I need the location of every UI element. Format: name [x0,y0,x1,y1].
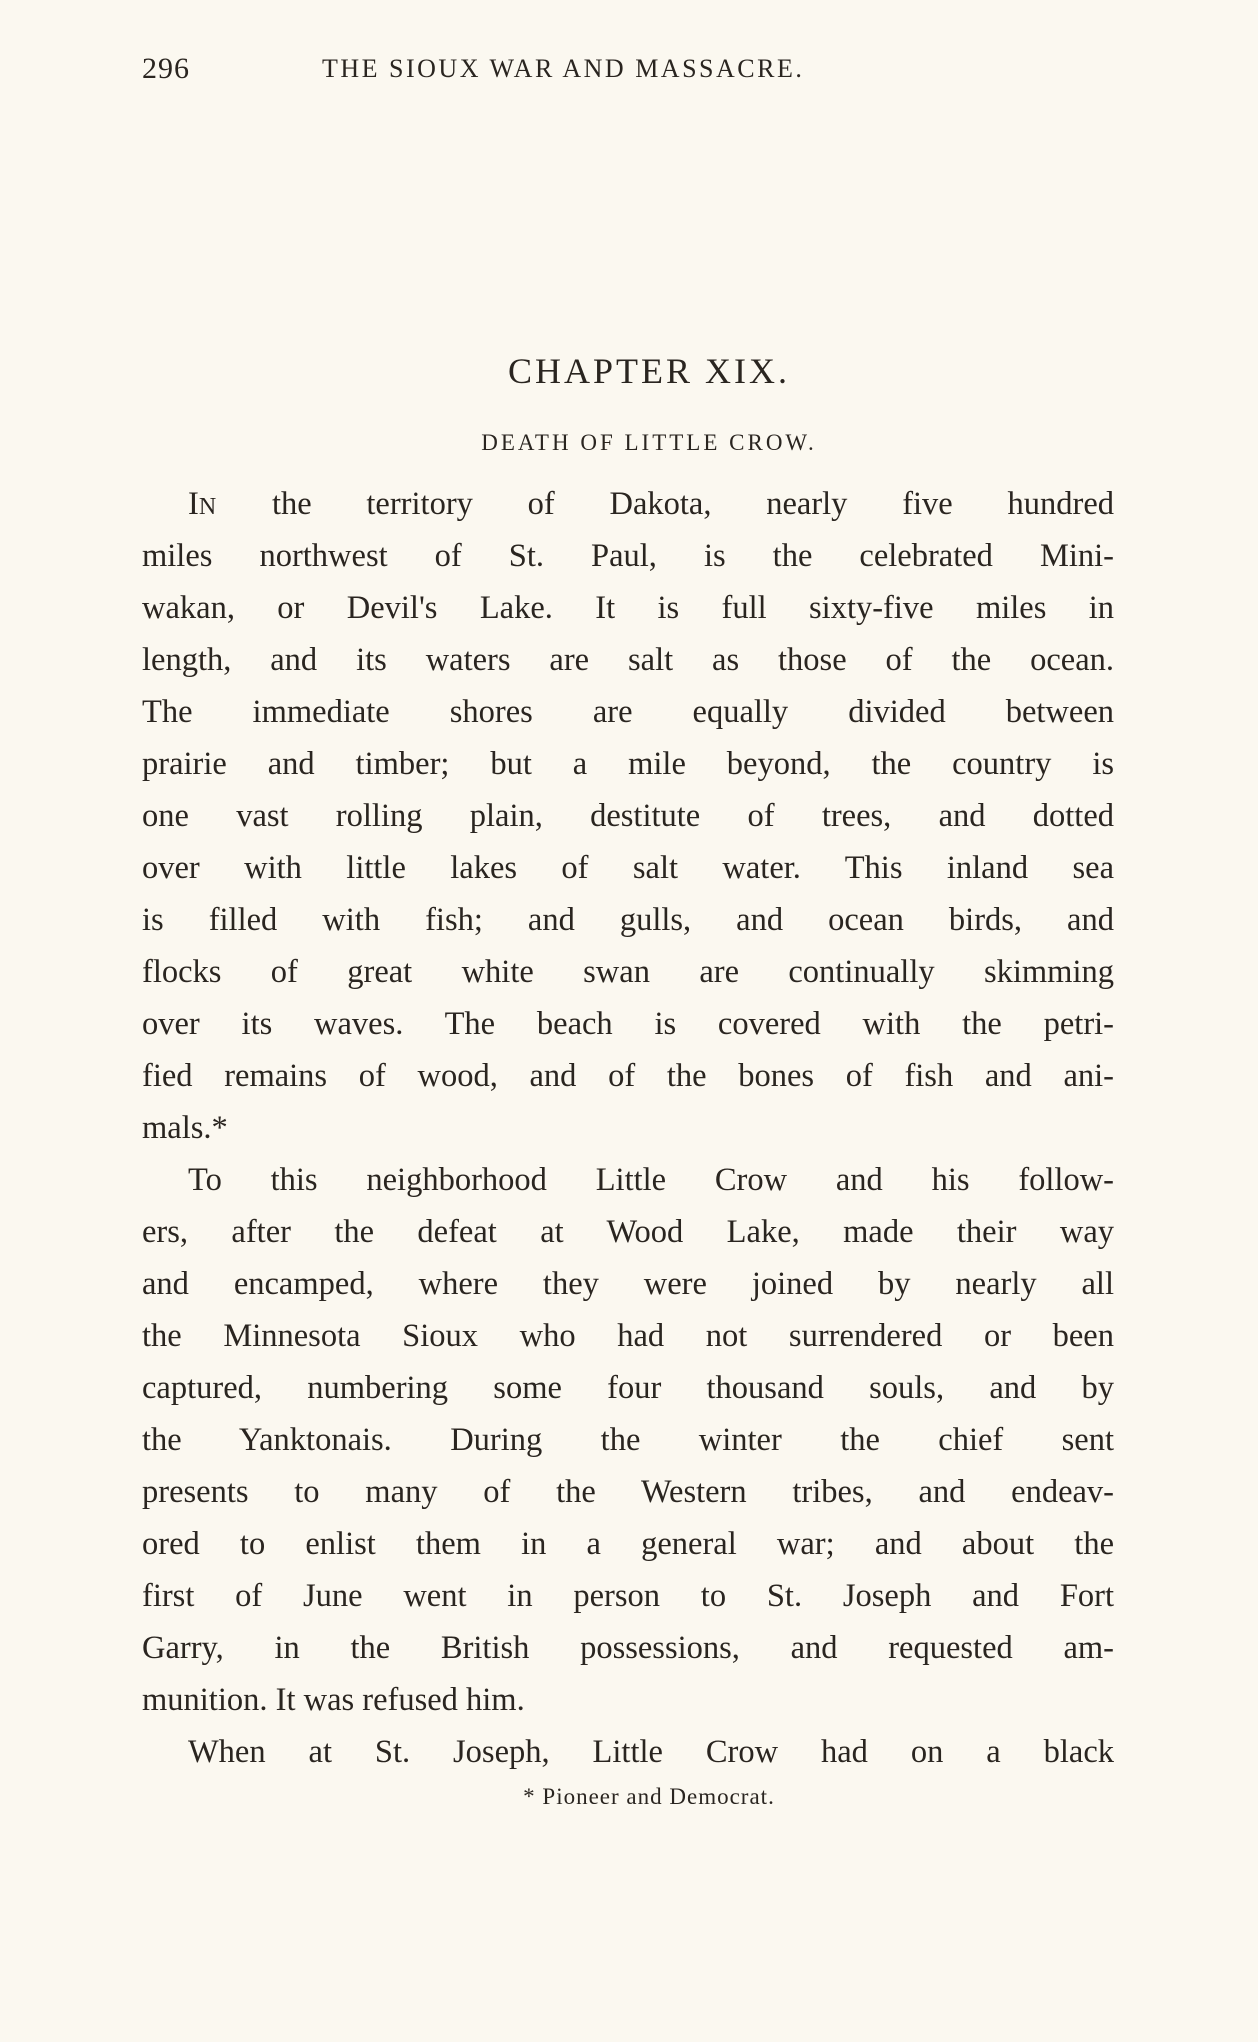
opening-initial: I [188,486,199,522]
text-line: over with little lakes of salt water. This inland sea [142,850,1114,886]
text-line: Garry, in the British possessions, and requested am- [142,1630,1114,1666]
chapter-subtitle: DEATH OF LITTLE CROW. [481,430,817,455]
footnote: * Pioneer and Democrat. [523,1784,775,1809]
text-line: first of June went in person to St. Joseph and Fort [142,1578,1114,1614]
chapter-title: CHAPTER XIX. [507,351,790,391]
text-line-content: the territory of Dakota, nearly five hundred [271,486,1114,522]
text-line: mals.* [142,1110,228,1146]
page-number: 296 [142,52,190,85]
body-text [142,478,1114,1778]
text-line: To this neighborhood Little Crow and his follow- [188,1162,1114,1198]
text-line: fied remains of wood, and of the bones of fish and ani- [142,1058,1114,1094]
text-line: prairie and timber; but a mile beyond, the country is [142,746,1114,782]
text-line: ers, after the defeat at Wood Lake, made their way [142,1214,1114,1250]
text-line: When at St. Joseph, Little Crow had on a black [188,1734,1114,1770]
running-title: THE SIOUX WAR AND MASSACRE. [322,54,805,83]
text-line: The immediate shores are equally divided between [142,694,1114,730]
text-line: one vast rolling plain, destitute of trees, and dotted [142,798,1114,834]
text-line [142,478,1114,530]
text-line: length, and its waters are salt as those of the ocean. [142,642,1114,678]
text-line: the Yanktonais. During the winter the chief sent [142,1422,1114,1458]
text-line: munition. It was refused him. [142,1682,525,1718]
text-line: captured, numbering some four thousand souls, and by [142,1370,1114,1406]
text-line: presents to many of the Western tribes, and endeav- [142,1474,1114,1510]
text-line: ored to enlist them in a general war; and about the [142,1526,1114,1562]
text-line: miles northwest of St. Paul, is the celebrated Mini- [142,538,1114,574]
text-line: the Minnesota Sioux who had not surrendered or been [142,1318,1114,1354]
text-line: and encamped, where they were joined by nearly all [142,1266,1114,1302]
opening-small-caps: N [198,494,218,520]
text-line: over its waves. The beach is covered with the petri- [142,1006,1114,1042]
text-line: wakan, or Devil's Lake. It is full sixty-five miles in [142,590,1114,626]
running-head [142,52,942,92]
text-line: is filled with fish; and gulls, and ocean birds, and [142,902,1114,938]
text-line: flocks of great white swan are continually skimming [142,954,1114,990]
